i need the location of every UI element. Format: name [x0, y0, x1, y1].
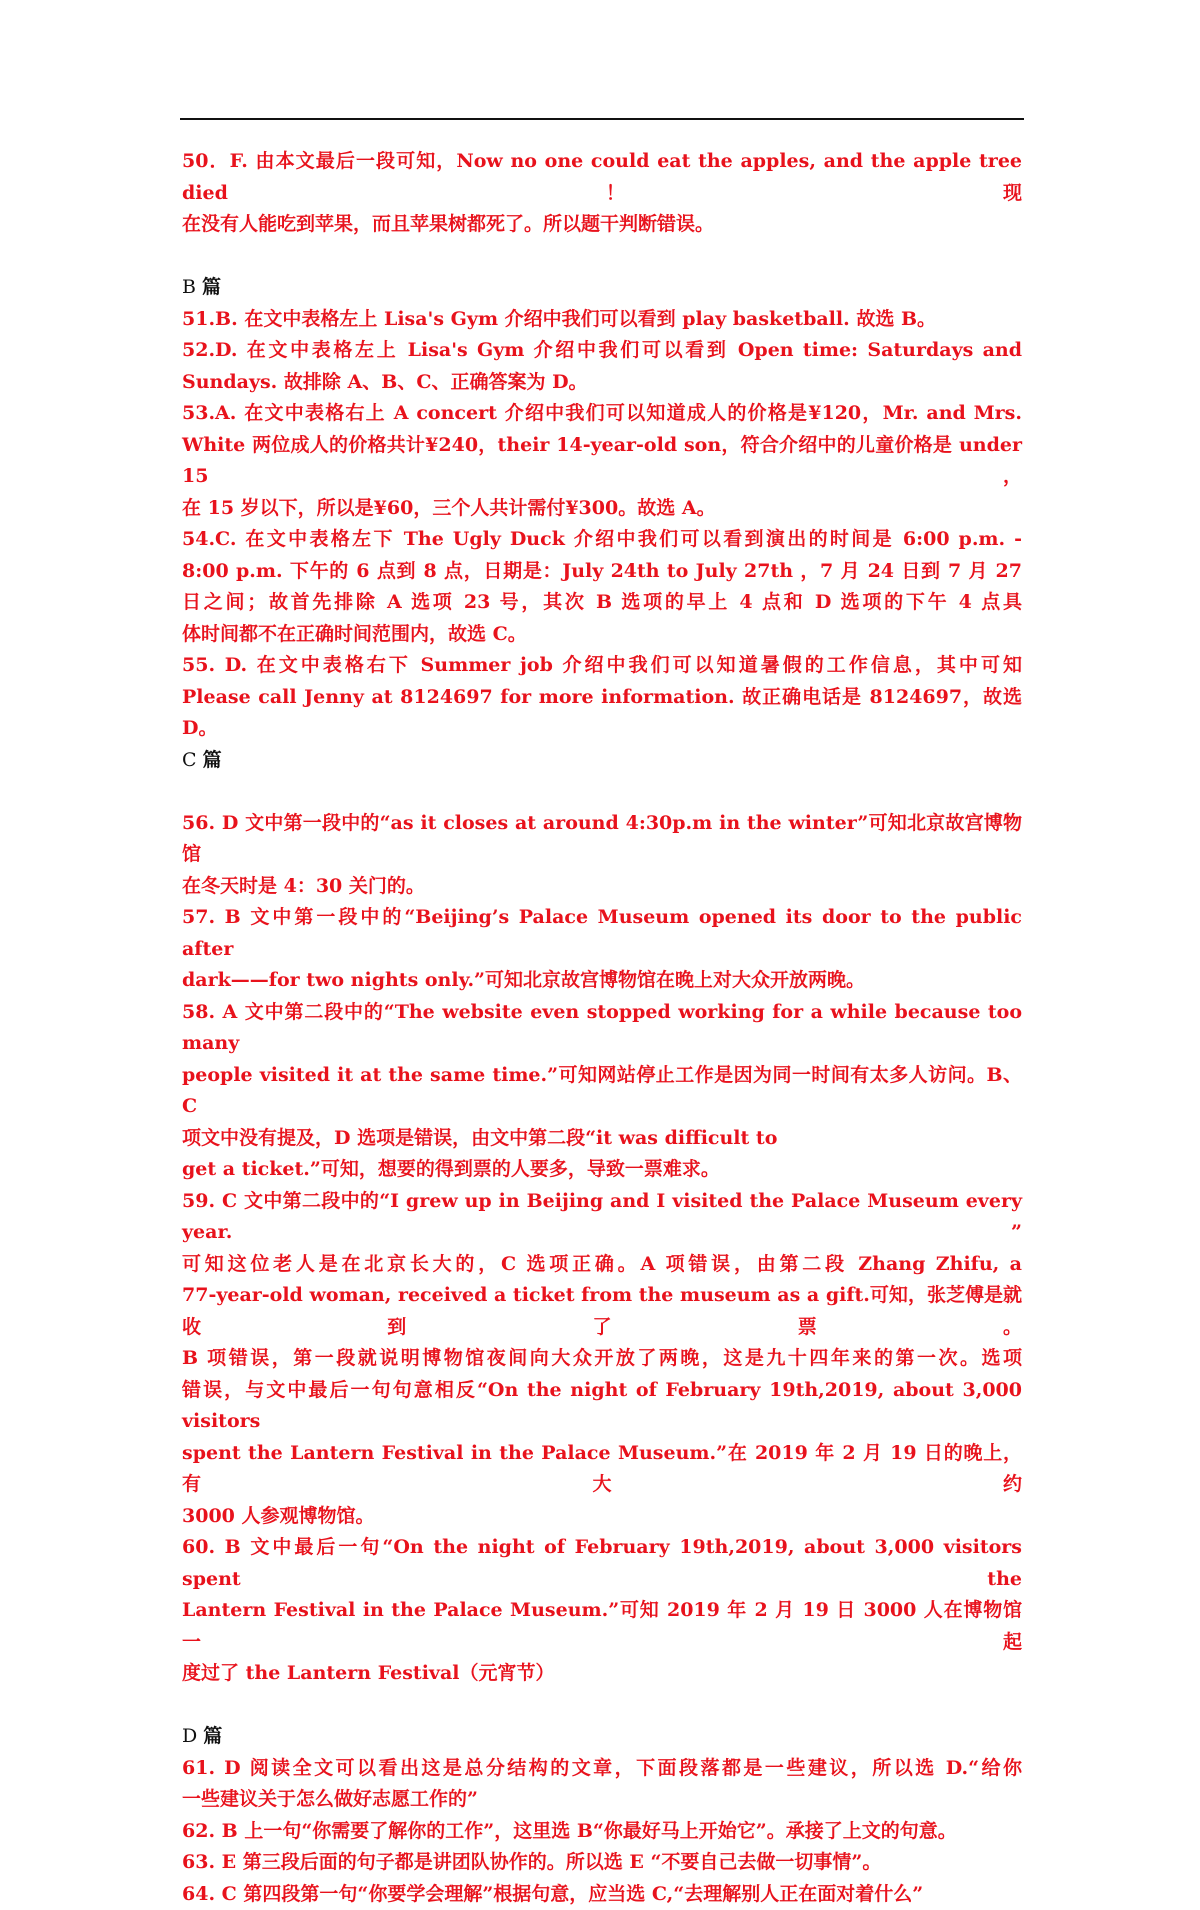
answer-line: 错误，与文中最后一句句意相反“On the night of February 19th,2019, about 3,000 visitors [182, 1375, 1022, 1438]
section-heading-c [182, 745, 1022, 777]
answer-line: 8:00 p.m. 下午的 6 点到 8 点，日期是：July 24th to July 27th ，7 月 24 日到 7 月 27 [182, 556, 1022, 588]
answer-line: people visited it at the same time.”可知网站停止工作是因为同一时间有太多人访问。B、C [182, 1060, 1022, 1123]
answer-line: 55. D. 在文中表格右下 Summer job 介绍中我们可以知道暑假的工作信息，其中可知 [182, 650, 1022, 682]
answer-63 [182, 1847, 1022, 1879]
answer-58 [182, 997, 1022, 1186]
answer-50 [182, 146, 1022, 241]
answer-line: 58. A 文中第二段中的“The website even stopped working for a while because too many [182, 997, 1022, 1060]
answer-line: 57. B 文中第一段中的“Beijing’s Palace Museum opened its door to the public after [182, 902, 1022, 965]
answer-54 [182, 524, 1022, 650]
answer-line: 60. B 文中最后一句“On the night of February 19th,2019, about 3,000 visitors spent the [182, 1532, 1022, 1595]
answer-key-content [182, 146, 1022, 1910]
answer-line: 63. E 第三段后面的句子都是讲团队协作的。所以选 E “不要自己去做一切事情”。 [182, 1847, 1022, 1879]
answer-line: 一些建议关于怎么做好志愿工作的” [182, 1784, 1022, 1816]
answer-line: 59. C 文中第二段中的“I grew up in Beijing and I visited the Palace Museum every year. ” [182, 1186, 1022, 1249]
answer-line: 可知这位老人是在北京长大的，C 选项正确。A 项错误，由第二段 Zhang Zhifu, a [182, 1249, 1022, 1281]
section-letter: B [182, 276, 196, 298]
answer-55 [182, 650, 1022, 745]
section-letter: C [182, 749, 197, 771]
answer-line: B 项错误，第一段就说明博物馆夜间向大众开放了两晚，这是九十四年来的第一次。选项 [182, 1343, 1022, 1375]
answer-line: 52.D. 在文中表格左上 Lisa's Gym 介绍中我们可以看到 Open time: Saturdays and [182, 335, 1022, 367]
header-rule [180, 118, 1024, 120]
answer-line: 51.B. 在文中表格左上 Lisa's Gym 介绍中我们可以看到 play basketball. 故选 B。 [182, 304, 1022, 336]
answer-line: 56. D 文中第一段中的“as it closes at around 4:30p.m in the winter”可知北京故宫博物馆 [182, 808, 1022, 871]
answer-line: 3000 人参观博物馆。 [182, 1501, 1022, 1533]
answer-62 [182, 1816, 1022, 1848]
answer-line: 在 15 岁以下，所以是¥60，三个人共计需付¥300。故选 A。 [182, 493, 1022, 525]
answer-64 [182, 1879, 1022, 1910]
answer-line: 项文中没有提及，D 选项是错误，由文中第二段“it was difficult to [182, 1123, 1022, 1155]
answer-51 [182, 304, 1022, 336]
answer-line: Sundays. 故排除 A、B、C、正确答案为 D。 [182, 367, 1022, 399]
section-heading-d [182, 1721, 1022, 1753]
answer-line: 体时间都不在正确时间范围内，故选 C。 [182, 619, 1022, 651]
section-label: 篇 [203, 1725, 222, 1747]
answer-line: White 两位成人的价格共计¥240，their 14-year-old son，符合介绍中的儿童价格是 under 15， [182, 430, 1022, 493]
answer-line: 77-year-old woman, received a ticket from the museum as a gift.可知，张芝傅是就收到了票。 [182, 1280, 1022, 1343]
answer-56 [182, 808, 1022, 903]
spacer [182, 776, 1022, 808]
answer-line: 64. C 第四段第一句“你要学会理解”根据句意，应当选 C,“去理解别人正在面对着什么” [182, 1879, 1022, 1910]
spacer [182, 241, 1022, 273]
answer-line: 在没有人能吃到苹果，而且苹果树都死了。所以题干判断错误。 [182, 209, 1022, 241]
answer-line: dark——for two nights only.”可知北京故宫博物馆在晚上对大众开放两晚。 [182, 965, 1022, 997]
answer-line: 61. D 阅读全文可以看出这是总分结构的文章，下面段落都是一些建议，所以选 D.“给你 [182, 1753, 1022, 1785]
section-letter: D [182, 1725, 197, 1747]
answer-line: 54.C. 在文中表格左下 The Ugly Duck 介绍中我们可以看到演出的时间是 6:00 p.m. - [182, 524, 1022, 556]
answer-59 [182, 1186, 1022, 1533]
section-heading-b [182, 272, 1022, 304]
answer-52 [182, 335, 1022, 398]
answer-line: get a ticket.”可知，想要的得到票的人要多，导致一票难求。 [182, 1154, 1022, 1186]
answer-line: 度过了 the Lantern Festival（元宵节） [182, 1658, 1022, 1690]
answer-line: spent the Lantern Festival in the Palace Museum.”在 2019 年 2 月 19 日的晚上，有大约 [182, 1438, 1022, 1501]
answer-60 [182, 1532, 1022, 1690]
spacer [182, 1690, 1022, 1722]
answer-line: Please call Jenny at 8124697 for more information. 故正确电话是 8124697，故选 D。 [182, 682, 1022, 745]
section-label: 篇 [203, 749, 222, 771]
answer-line: 62. B 上一句“你需要了解你的工作”，这里选 B“你最好马上开始它”。承接了上文的句意。 [182, 1816, 1022, 1848]
answer-61 [182, 1753, 1022, 1816]
answer-57 [182, 902, 1022, 997]
answer-line: 53.A. 在文中表格右上 A concert 介绍中我们可以知道成人的价格是¥120，Mr. and Mrs. [182, 398, 1022, 430]
answer-line: 在冬天时是 4：30 关门的。 [182, 871, 1022, 903]
answer-line: 50．F. 由本文最后一段可知，Now no one could eat the apples, and the apple tree died！现 [182, 146, 1022, 209]
answer-53 [182, 398, 1022, 524]
answer-line: Lantern Festival in the Palace Museum.”可知 2019 年 2 月 19 日 3000 人在博物馆一起 [182, 1595, 1022, 1658]
answer-line: 日之间；故首先排除 A 选项 23 号，其次 B 选项的早上 4 点和 D 选项的下午 4 点具 [182, 587, 1022, 619]
section-label: 篇 [202, 276, 221, 298]
